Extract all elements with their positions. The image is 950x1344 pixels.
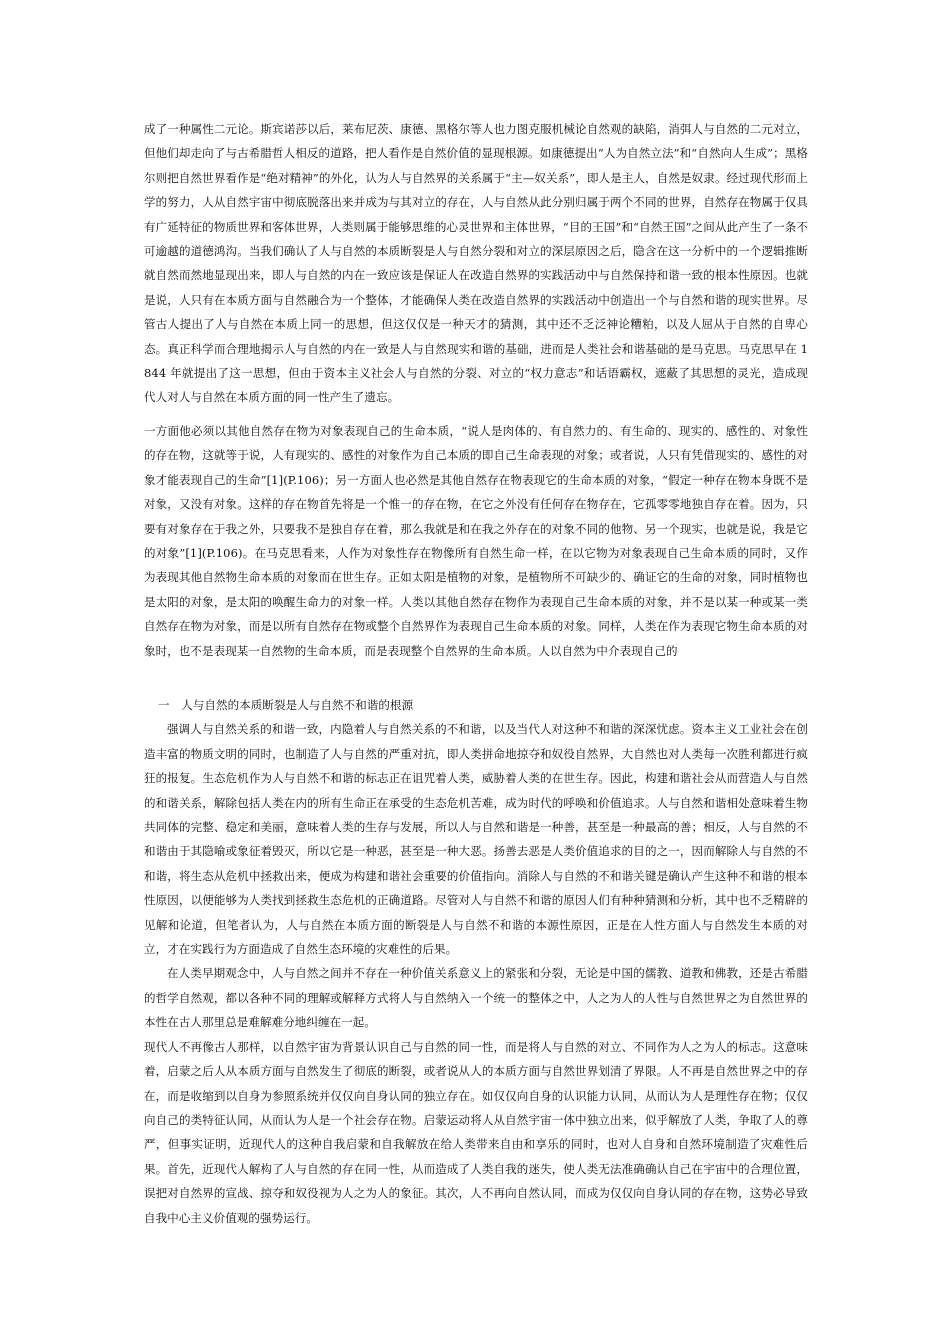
paragraph-2: 一方面他必须以其他自然存在物为对象表现自己的生命本质，“说人是肉体的、有自然力的、有生命的、现实的、感性的、对象性的存在物，这就等于说，人有现实的、感性的对象作为自己本质的即自己生命表现的对象；或者说，人只有凭借现实的、感性的对象才能表现自己的生命”[1](P.106)；另一方面人也必然是其他自然存在物表现它的生命本质的对象，“假定一种存在物本身既不是对象，又没有对象。这样的存在物首先将是一个惟一的存在物，在它之外没有任何存在物存在，它孤零零地独自存在着。因为，只要有对象存在于我之外，只要我不是独自存在着，那么我就是和在我之外存在的对象不同的他物、另一个现实，也就是说，我是它的对象”[1](P.106)。在马克思看来，人作为对象性存在物像所有自然生命一样，在以它物为对象表现自己生命本质的同时，又作为表现其他自然物生命本质的对象而在世生存。正如太阳是植物的对象，是植物所不可缺少的、确证它的生命的对象，同时植物也是太阳的对象，是太阳的唤醒生命力的对象一样。人类以其他自然存在物作为表现自己生命本质的对象，并不是以某一种或某一类自然存在物为对象，而是以所有自然存在物或整个自然界作为表现自己生命本质的对象。同样，人类在作为表现它物生命本质的对象时，也不是表现某一自然物的生命本质，而是表现整个自然界的生命本质。人以自然为中介表现自己的 bbox=[144, 424, 808, 658]
paragraph-5: 现代人不再像古人那样，以自然宇宙为背景认识自己与自然的同一性，而是将人与自然的对立、不同作为人之为人的标志。这意味着，启蒙之后人从本质方面与自然发生了彻底的断裂，或者说从人的本质方面与自然世界划清了界限。人不再是自然世界之中的存在，而是收缩到以自身为参照系统并仅仅向自身认同的独立存在。如仅仅向自身的认识能力认同，从而认为人是理性存在物；仅仅向自己的类特征认同，从而认为人是一个社会存在物。启蒙运动将人从自然宇宙一体中独立出来，似乎解放了人类，争取了人的尊严，但事实证明，近现代人的这种自我启蒙和自我解放在给人类带来自由和享乐的同时，也对人自身和自然环境制造了灾难性后果。首先，近现代人解构了人与自然的存在同一性，从而造成了人类自我的迷失，使人类无法准确确认自己在宇宙中的合理位置，误把对自然界的宣战、掠夺和奴役视为人之为人的象征。其次，人不再向自然认同，而成为仅仅向自身认同的存在物，这势必导致自我中心主义价值观的强势运行。 bbox=[144, 1039, 808, 1225]
paragraph-4: 在人类早期观念中，人与自然之间并不存在一种价值关系意义上的紧张和分裂，无论是中国的儒教、道教和佛教，还是古希腊的哲学自然观，都以各种不同的理解或解释方式将人与自然纳入一个统一的整体之中，人之为人的人性与自然世界之为自然世界的本性在古人那里总是难解难分地纠缠在一起。 bbox=[144, 966, 808, 1030]
paragraph-1: 成了一种属性二元论。斯宾诺莎以后，莱布尼茨、康德、黑格尔等人也力图克服机械论自然观的缺陷，消弭人与自然的二元对立，但他们却走向了与古希腊哲人相反的道路，把人看作是自然价值的显现根源。如康德提出“人为自然立法”和“自然向人生成”；黑格尔则把自然世界看作是“绝对精神”的外化，认为人与自然界的关系属于“主—奴关系”，即人是主人，自然是奴隶。经过现代形而上学的努力，人从自然宇宙中彻底脱落出来并成为与其对立的存在，人与自然从此分别归属于两个不同的世界，自然存在物属于仅具有广延特征的物质世界和客体世界，人类则属于能够思维的心灵世界和主体世界，“目的王国”和“自然王国”之间从此产生了一条不可逾越的道德鸿沟。当我们确认了人与自然的本质断裂是人与自然分裂和对立的深层原因之后，隐含在这一分析中的一个逻辑推断就自然而然地显现出来，即人与自然的内在一致应该是保证人在改造自然界的实践活动中与自然保持和谐一致的根本性原因。也就是说，人只有在本质方面与自然融合为一个整体，才能确保人类在改造自然界的实践活动中创造出一个与自然和谐的现实世界。尽管古人提出了人与自然在本质上同一的思想，但这仅仅是一种天才的猜测，其中还不乏泛神论糟粕，以及人屈从于自然的自卑心态。真正科学而合理地揭示人与自然的内在一致是人与自然现实和谐的基础，进而是人类社会和谐基础的是马克思。马克思早在 1844 年就提出了这一思想，但由于资本主义社会人与自然的分裂、对立的“权力意志”和话语霸权，遮蔽了其思想的灵光，造成现代人对人与自然在本质方面的同一性产生了遗忘。 bbox=[144, 122, 808, 405]
paragraph-3: 强调人与自然关系的和谐一致，内隐着人与自然关系的不和谐，以及当代人对这种不和谐的深深忧虑。资本主义工业社会在创造丰富的物质文明的同时，也制造了人与自然的严重对抗，即人类拼命地掠夺和奴役自然界，大自然也对人类每一次胜利都进行疯狂的报复。生态危机作为人与自然不和谐的标志正在诅咒着人类，威胁着人类的在世生存。因此，构建和谐社会从而营造人与自然的和谐关系，解除包括人类在内的所有生命正在承受的生态危机苦难，成为时代的呼唤和价值追求。人与自然和谐相处意味着生物共同体的完整、稳定和美丽，意味着人类的生存与发展，所以人与自然和谐是一种善，甚至是一种最高的善；相反，人与自然的不和谐由于其隐喻或象征着毁灭，所以它是一种恶，甚至是一种大恶。扬善去恶是人类价值追求的目的之一，因而解除人与自然的不和谐，将生态从危机中拯救出来，便成为构建和谐社会重要的价值指向。消除人与自然的不和谐关键是确认产生这种不和谐的根本性原因，以便能够为人类找到拯救生态危机的正确道路。尽管对人与自然不和谐的原因人们有种种猜测和分析，其中也不乏精辟的见解和论道，但笔者认为，人与自然在本质方面的断裂是人与自然不和谐的本源性原因，正是在人性方面人与自然发生本质的对立，才在实践行为方面造成了自然生态环境的灾难性的后果。 bbox=[144, 722, 808, 957]
section-heading: 一 人与自然的本质断裂是人与自然不和谐的根源 bbox=[158, 698, 414, 712]
section-1 bbox=[144, 693, 808, 1230]
